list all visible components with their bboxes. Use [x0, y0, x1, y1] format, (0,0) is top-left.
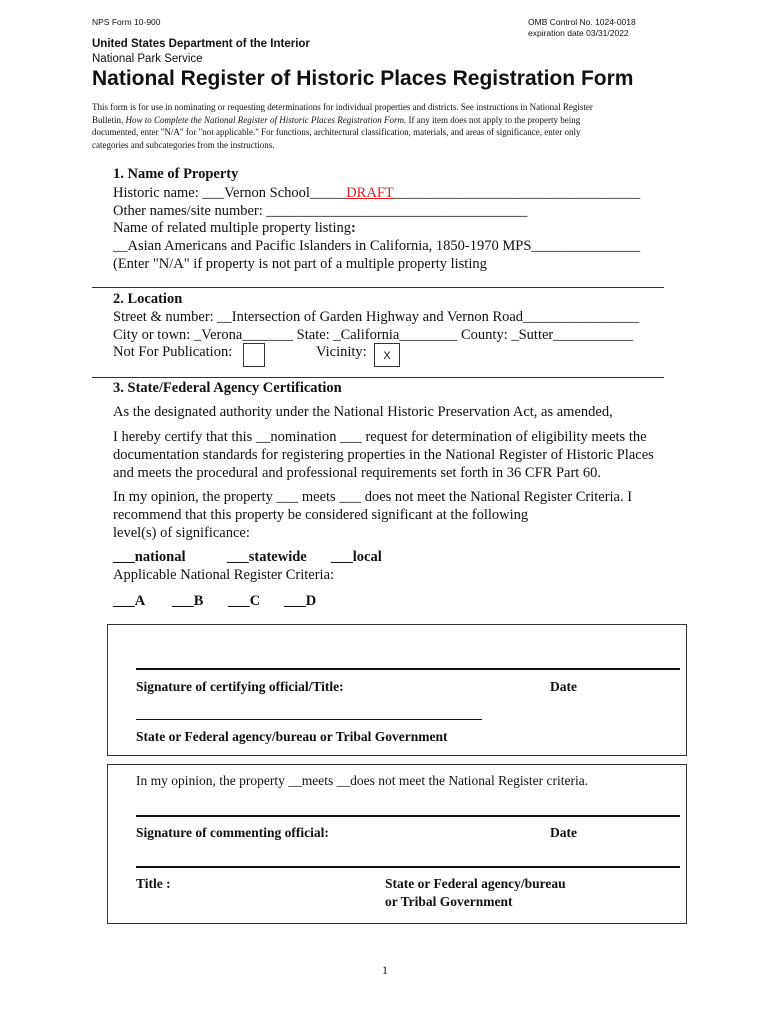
- section2-heading: 2. Location: [113, 291, 183, 307]
- certifying-signature-label: Signature of certifying official/Title:: [136, 679, 344, 694]
- title-line[interactable]: [136, 866, 680, 868]
- commenting-opinion: In my opinion, the property __meets __does not meet the National Register criteria.: [136, 773, 589, 788]
- commenting-title-label: Title :: [136, 876, 171, 891]
- certifying-date-label: Date: [550, 679, 577, 694]
- related-listing-row: [113, 219, 356, 237]
- not-for-publication-row: [243, 343, 265, 367]
- omb-control-number: OMB Control No. 1024-0018: [528, 17, 636, 27]
- street-field[interactable]: __Intersection of Garden Highway and Vernon Road________________: [217, 309, 640, 325]
- commenting-agency-label-2: or Tribal Government: [385, 894, 513, 909]
- vicinity-row: [374, 343, 400, 367]
- intro-instructions: [92, 101, 680, 151]
- department-name: United States Department of the Interior: [92, 38, 310, 50]
- enter-na-note: (Enter "N/A" if property is not part of a multiple property listing: [113, 256, 487, 272]
- opinion-line-2: recommend that this property be considered significant at the following: [113, 507, 529, 523]
- authority-statement: As the designated authority under the National Historic Preservation Act, as amended,: [113, 404, 613, 420]
- intro-line-3: documented, enter "N/A" for "not applicable." For functions, architectural classification, materials, and areas of significance, enter only: [92, 127, 581, 137]
- section1-heading: 1. Name of Property: [113, 166, 239, 182]
- certifying-agency-label: State or Federal agency/bureau or Tribal Government: [136, 729, 448, 744]
- criteria-d[interactable]: ___D: [284, 593, 317, 609]
- commenting-signature-label: Signature of commenting official:: [136, 825, 329, 840]
- level-local[interactable]: ___local: [331, 549, 382, 565]
- city-label: City or town:: [113, 327, 194, 343]
- other-names-label: Other names/site number:: [113, 203, 267, 219]
- historic-name-label: Historic name:: [113, 185, 203, 201]
- criteria-label: Applicable National Register Criteria:: [113, 567, 335, 583]
- intro-line-1: This form is for use in nominating or requesting determinations for individual properties and districts. See instructions in National Register: [92, 102, 593, 112]
- county-field[interactable]: _Sutter___________: [511, 327, 633, 343]
- criteria-b[interactable]: ___B: [172, 593, 204, 609]
- vicinity-checkbox[interactable]: X: [374, 343, 400, 367]
- city-field[interactable]: _Verona_______: [193, 327, 294, 343]
- form-number: NPS Form 10-900: [92, 17, 161, 27]
- related-listing-colon: :: [350, 220, 356, 236]
- expiration-date: expiration date 03/31/2022: [528, 28, 629, 38]
- section-divider-1: [92, 287, 664, 288]
- intro-line-2a: Bulletin,: [92, 114, 126, 125]
- county-label: County:: [457, 327, 512, 343]
- intro-line-2: [92, 114, 680, 127]
- street-row: [113, 308, 639, 326]
- related-listing-field[interactable]: __Asian Americans and Pacific Islanders in California, 1850-1970 MPS_______________: [113, 238, 641, 254]
- criteria-c[interactable]: ___C: [228, 593, 261, 609]
- vicinity-label: Vicinity:: [316, 344, 367, 360]
- certify-line-2: documentation standards for registering properties in the National Register of Historic Places: [113, 447, 654, 463]
- historic-name-field[interactable]: ___Vernon School_____: [202, 185, 347, 201]
- related-listing-label: Name of related multiple property listing: [113, 220, 351, 236]
- service-name: National Park Service: [92, 53, 203, 65]
- section-divider-2: [92, 377, 664, 378]
- certifying-signature-line[interactable]: [136, 668, 680, 670]
- not-for-publication-checkbox[interactable]: [243, 343, 265, 367]
- commenting-signature-line[interactable]: [136, 815, 680, 817]
- not-for-publication-label: Not For Publication:: [113, 344, 233, 360]
- other-names-field[interactable]: ____________________________________: [266, 203, 528, 219]
- criteria-a[interactable]: ___A: [113, 593, 146, 609]
- opinion-line-1: In my opinion, the property ___ meets ___ does not meet the National Register Criteria. I: [113, 489, 633, 505]
- historic-name-trail: __________________________________: [393, 185, 641, 201]
- certify-line-1: I hereby certify that this __nomination ___ request for determination of eligibility meets the: [113, 429, 647, 445]
- other-names-row: [113, 202, 527, 220]
- level-national[interactable]: ___national: [113, 549, 186, 565]
- bulletin-title: How to Complete the National Register of Historic Places Registration Form.: [125, 114, 407, 125]
- intro-line-4: categories and subcategories from the instructions.: [92, 139, 275, 150]
- draft-stamp: DRAFT: [346, 185, 394, 201]
- state-label: State:: [293, 327, 334, 343]
- commenting-agency-label-1: State or Federal agency/bureau: [385, 876, 566, 891]
- street-label: Street & number:: [113, 309, 218, 325]
- commenting-date-label: Date: [550, 825, 577, 840]
- state-field[interactable]: _California________: [333, 327, 458, 343]
- city-state-county-row: [113, 326, 633, 344]
- page-title: National Register of Historic Places Registration Form: [92, 67, 634, 90]
- opinion-line-3: level(s) of significance:: [113, 525, 250, 541]
- page-number: 1: [382, 963, 388, 977]
- agency-line[interactable]: [136, 719, 482, 720]
- intro-line-2c: If any item does not apply to the property being: [406, 114, 581, 125]
- section3-heading: 3. State/Federal Agency Certification: [113, 380, 342, 396]
- historic-name-row: [113, 184, 640, 202]
- certify-line-3: and meets the procedural and professional requirements set forth in 36 CFR Part 60.: [113, 465, 602, 481]
- level-statewide[interactable]: ___statewide: [227, 549, 307, 565]
